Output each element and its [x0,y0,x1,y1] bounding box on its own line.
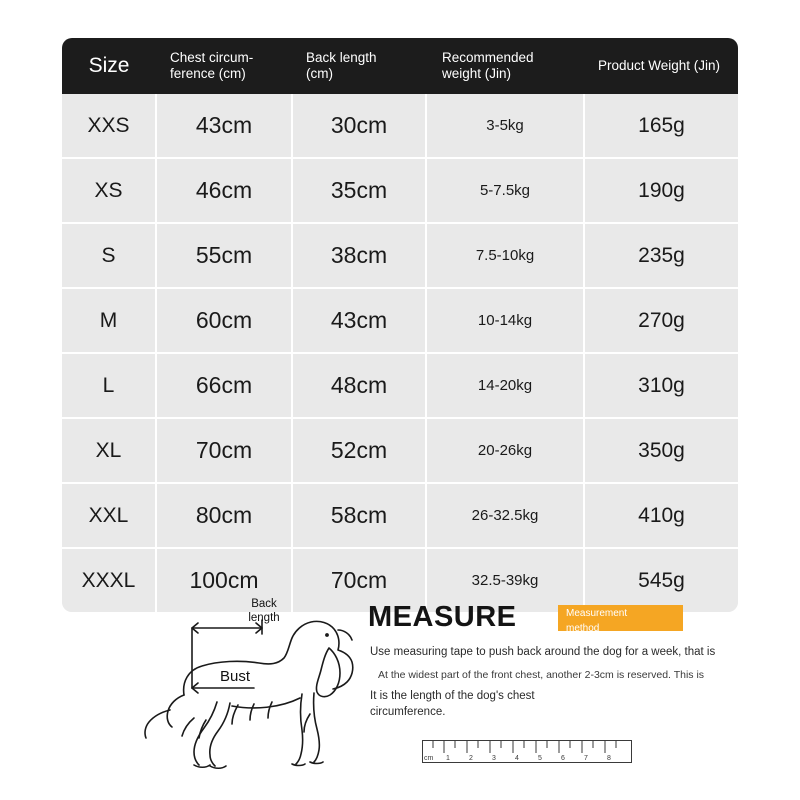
cell-back-length: 38cm [292,223,426,288]
ruler-tick-label: 6 [561,755,565,762]
measurement-method-badge-line2: method [566,622,600,634]
cell-recommended-weight: 20-26kg [426,418,584,483]
cell-chest: 100cm [156,548,292,612]
cell-product-weight: 190g [584,158,738,223]
column-header-back-length [292,38,426,94]
back-length-label-line2: length [248,611,280,624]
cell-size: XXS [62,94,156,158]
cell-product-weight: 545g [584,548,738,612]
cell-size: XXXL [62,548,156,612]
table-row [62,418,738,483]
column-header-rec-line1: Recommended [442,50,534,66]
column-header-back-line2: (cm) [306,66,333,81]
ruler-tick-label: 5 [538,755,542,762]
cell-size: XS [62,158,156,223]
cell-recommended-weight: 7.5-10kg [426,223,584,288]
ruler-graphic [422,740,632,770]
cell-back-length: 52cm [292,418,426,483]
measurement-method-badge [558,605,683,634]
cell-chest: 60cm [156,288,292,353]
cell-product-weight: 165g [584,94,738,158]
column-header-size: Size [62,38,156,94]
ruler-tick-label: 2 [469,755,473,762]
cell-back-length: 43cm [292,288,426,353]
ruler-unit-label: cm [424,755,434,762]
cell-back-length: 70cm [292,548,426,612]
table-row [62,353,738,418]
ruler-tick-label: 1 [446,755,450,762]
ruler-tick-label: 3 [492,755,496,762]
back-length-label [224,598,304,626]
ruler-tick-label: 4 [515,755,519,762]
cell-product-weight: 350g [584,418,738,483]
cell-back-length: 35cm [292,158,426,223]
measure-title-row [368,600,738,634]
column-header-product-weight: Product Weight (Jin) [584,38,738,94]
column-header-chest [156,38,292,94]
column-header-chest-line2: ference (cm) [170,66,246,81]
cell-back-length: 58cm [292,483,426,548]
cell-chest: 43cm [156,94,292,158]
table-row [62,158,738,223]
cell-recommended-weight: 14-20kg [426,353,584,418]
cell-recommended-weight: 26-32.5kg [426,483,584,548]
column-header-chest-line1: Chest circum- [170,50,254,66]
cell-product-weight: 235g [584,223,738,288]
cell-size: L [62,353,156,418]
dog-measurement-diagram [114,590,404,780]
table-row [62,223,738,288]
size-table-header [62,38,738,94]
cell-chest: 80cm [156,483,292,548]
table-row [62,94,738,158]
back-length-label-line1: Back [251,598,277,610]
measure-line-4: circumference. [370,706,446,718]
size-table-container [62,38,738,612]
cell-size: XL [62,418,156,483]
cell-product-weight: 410g [584,483,738,548]
ruler-icon [422,740,632,770]
measurement-method-badge-line1: Measurement [566,608,628,619]
cell-chest: 70cm [156,418,292,483]
bust-label: Bust [220,668,251,685]
cell-recommended-weight: 32.5-39kg [426,548,584,612]
column-header-back-line1: Back length [306,50,377,66]
size-table [62,38,738,612]
cell-recommended-weight: 3-5kg [426,94,584,158]
cell-size: XXL [62,483,156,548]
table-row [62,483,738,548]
cell-size: S [62,223,156,288]
cell-chest: 55cm [156,223,292,288]
measure-line-1: Use measuring tape to push back around the dog for a week, that is [370,646,716,658]
ruler-tick-label: 8 [607,755,611,762]
column-header-recommended-weight [426,38,584,94]
cell-recommended-weight: 10-14kg [426,288,584,353]
table-header-row [62,38,738,94]
cell-chest: 66cm [156,353,292,418]
ruler-tick-label: 7 [584,755,588,762]
cell-chest: 46cm [156,158,292,223]
cell-back-length: 30cm [292,94,426,158]
table-row [62,288,738,353]
measure-title: MEASURE [368,601,517,633]
cell-size: M [62,288,156,353]
measurement-section [62,590,738,786]
measure-line-3: It is the length of the dog's chest [370,690,535,702]
cell-recommended-weight: 5-7.5kg [426,158,584,223]
column-header-rec-line2: weight (Jin) [442,66,512,81]
cell-product-weight: 270g [584,288,738,353]
measure-line-2: At the widest part of the front chest, another 2-3cm is reserved. This is [378,669,705,681]
measure-instructions [368,600,738,718]
cell-back-length: 48cm [292,353,426,418]
size-table-body [62,94,738,612]
cell-product-weight: 310g [584,353,738,418]
